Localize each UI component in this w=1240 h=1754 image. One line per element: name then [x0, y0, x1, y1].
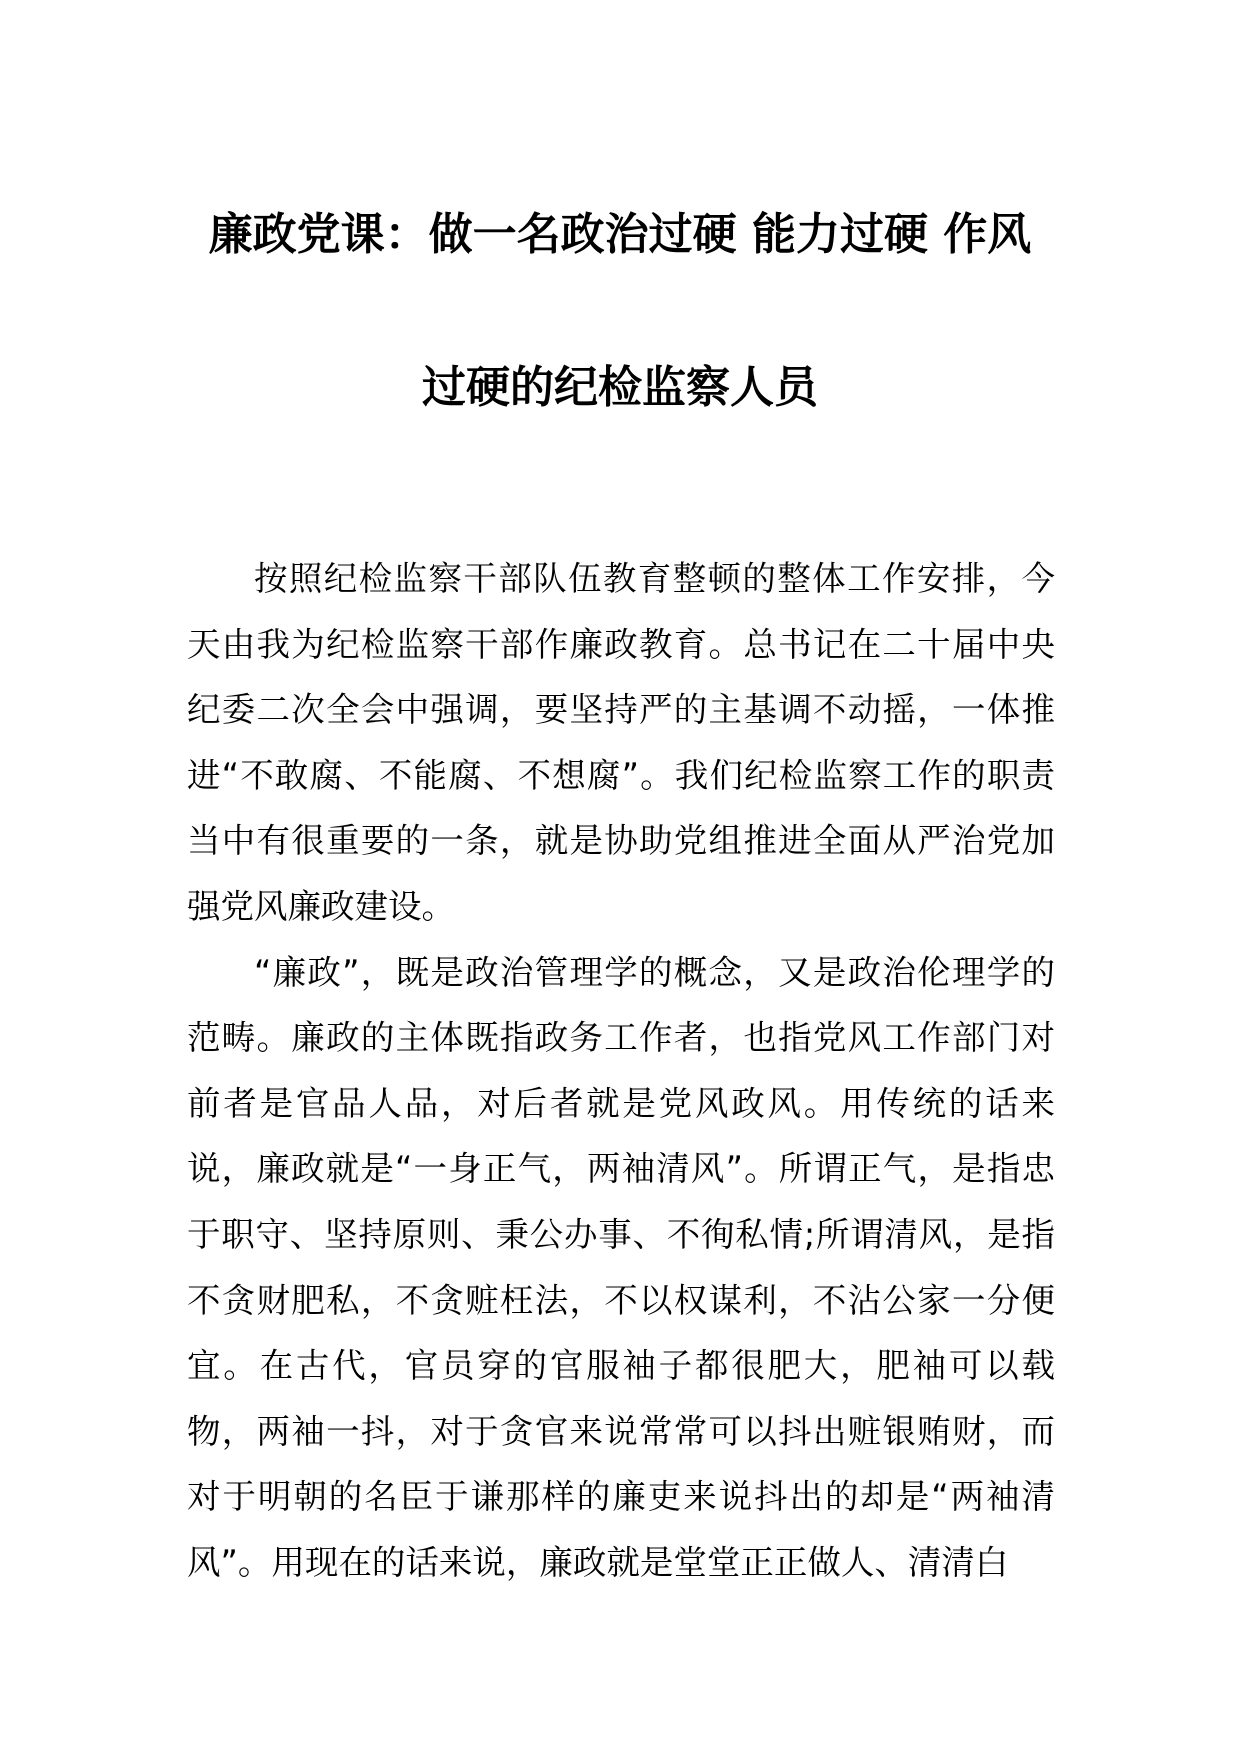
document-title-line-1: 廉政党课：做一名政治过硬 能力过硬 作风 [208, 209, 1032, 260]
document-title-line-2: 过硬的纪检监察人员 [422, 362, 818, 413]
body-paragraph-1: 按照纪检监察干部队伍教育整顿的整体工作安排，今天由我为纪检监察干部作廉政教育。总书记在二十届中央纪委二次全会中强调，要坚持严的主基调不动摇，一体推进“不敢腐、不能腐、不想腐”。我们纪检监察工作的职责当中有很重要的一条，就是协助党组推进全面从严治党加强党风廉政建设。 [187, 559, 1055, 926]
document-body [187, 546, 1055, 1596]
body-paragraph-2: “廉政”，既是政治管理学的概念，又是政治伦理学的范畴。廉政的主体既指政务工作者，也指党风工作部门对前者是官品人品，对后者就是党风政风。用传统的话来说，廉政就是“一身正气，两袖清风”。所谓正气，是指忠于职守、坚持原则、秉公办事、不徇私情;所谓清风，是指不贪财肥私，不贪赃枉法，不以权谋利，不沾公家一分便宜。在古代，官员穿的官服袖子都很肥大，肥袖可以载物，两袖一抖，对于贪官来说常常可以抖出赃银贿财，而对于明朝的名臣于谦那样的廉吏来说抖出的却是“两袖清风”。用现在的话来说，廉政就是堂堂正正做人、清清白 [187, 952, 1055, 1582]
